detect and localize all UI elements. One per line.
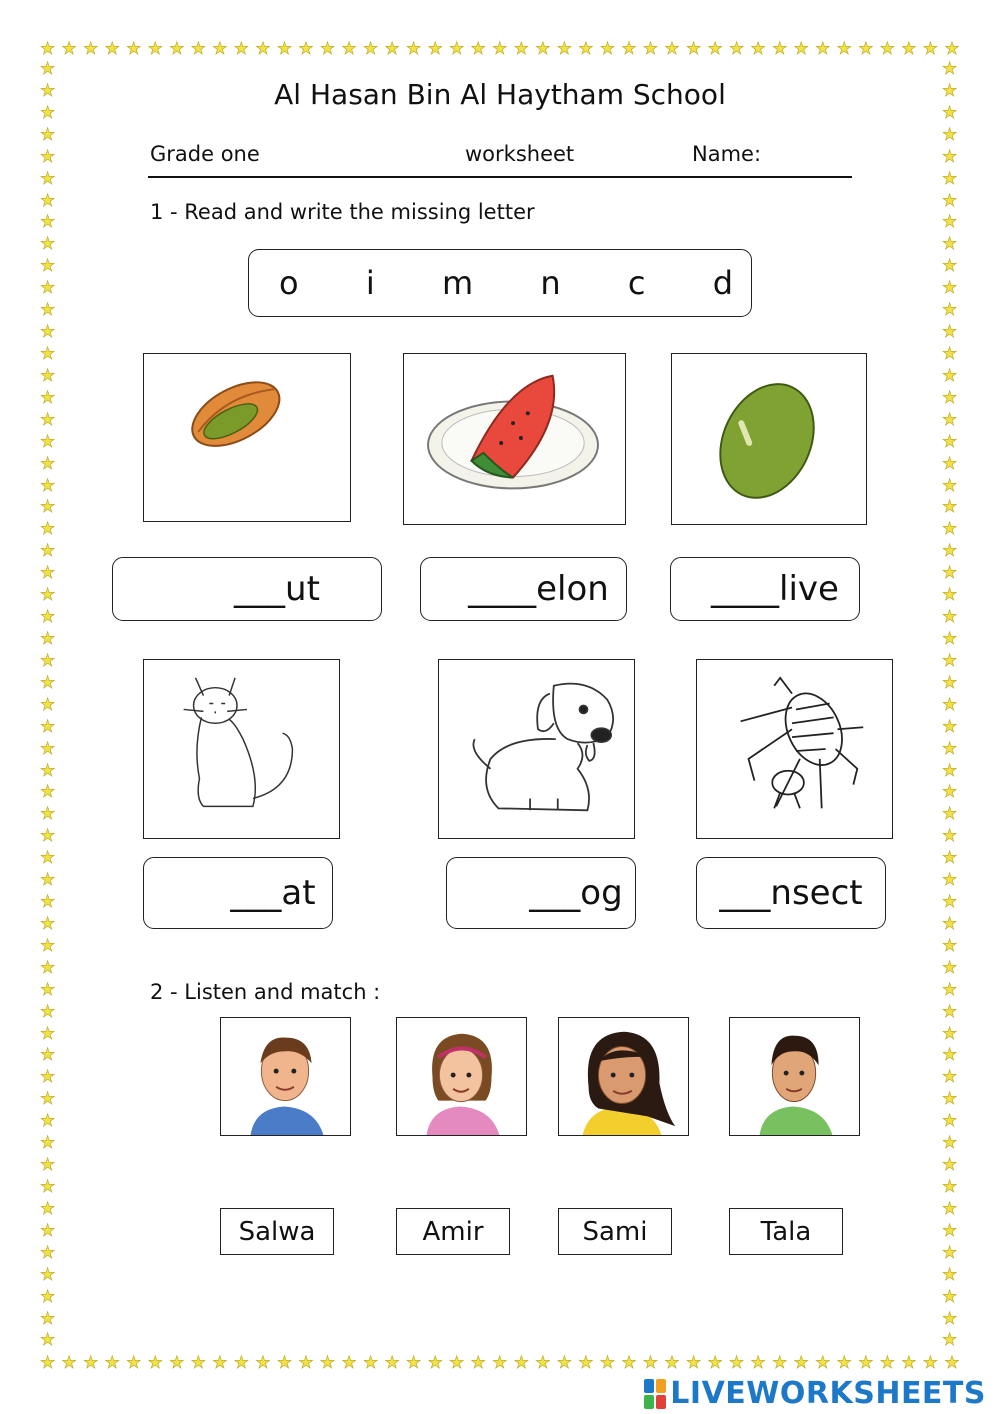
star-icon: ★: [40, 1198, 56, 1219]
star-icon: ★: [190, 1353, 206, 1373]
star-icon: ★: [535, 1353, 551, 1373]
star-icon: ★: [470, 1353, 486, 1373]
star-icon: ★: [40, 234, 56, 255]
star-icon: ★: [276, 39, 293, 59]
star-icon: ★: [40, 892, 56, 913]
star-icon: ★: [470, 39, 486, 59]
star-icon: ★: [599, 39, 616, 59]
star-icon: ★: [298, 1353, 314, 1373]
star-icon: ★: [276, 1353, 293, 1373]
star-icon: ★: [126, 39, 142, 59]
star-icon: ★: [362, 1353, 379, 1373]
name-sami: Sami: [582, 1216, 648, 1247]
picture-nut: [143, 353, 351, 522]
star-icon: ★: [40, 212, 56, 233]
star-icon: ★: [942, 431, 958, 452]
cat-icon: [144, 660, 339, 838]
star-icon: ★: [815, 1353, 831, 1373]
star-icon: ★: [942, 716, 958, 737]
star-icon: ★: [942, 1308, 958, 1329]
star-icon: ★: [729, 1353, 745, 1373]
star-icon: ★: [942, 300, 958, 321]
star-icon: ★: [942, 935, 958, 956]
star-icon: ★: [942, 782, 958, 803]
word-box[interactable]: [670, 557, 860, 621]
star-icon: ★: [40, 1001, 56, 1022]
star-icon: ★: [879, 39, 895, 59]
star-icon: ★: [40, 957, 56, 978]
star-icon: ★: [942, 387, 958, 408]
star-icon: ★: [942, 541, 958, 562]
star-icon: ★: [942, 1330, 958, 1351]
star-icon: ★: [384, 1353, 400, 1373]
star-icon: ★: [836, 1353, 852, 1373]
star-icon: ★: [40, 168, 56, 189]
star-icon: ★: [942, 80, 958, 101]
star-icon: ★: [944, 1353, 960, 1373]
star-icon: ★: [40, 804, 56, 825]
star-icon: ★: [40, 979, 56, 1000]
word-melon: ____elon: [468, 569, 609, 609]
star-icon: ★: [40, 343, 56, 364]
boy-face-icon: [730, 1018, 859, 1135]
star-border-right: [942, 60, 957, 1350]
star-icon: ★: [40, 1023, 56, 1044]
school-title: Al Hasan Bin Al Haytham School: [274, 78, 726, 111]
star-icon: ★: [642, 39, 659, 59]
star-icon: ★: [942, 409, 958, 430]
star-icon: ★: [40, 760, 56, 781]
star-icon: ★: [942, 343, 958, 364]
star-icon: ★: [449, 1353, 465, 1373]
star-icon: ★: [858, 39, 874, 59]
star-icon: ★: [942, 102, 958, 123]
letter-option: m: [441, 264, 474, 302]
star-icon: ★: [427, 1353, 443, 1373]
pistachio-icon: [144, 354, 350, 521]
logo-text: LIVEWORKSHEETS: [670, 1376, 986, 1411]
star-icon: ★: [40, 497, 56, 518]
star-icon: ★: [942, 585, 958, 606]
star-icon: ★: [40, 387, 56, 408]
letter-option: n: [540, 264, 561, 302]
star-icon: ★: [255, 1353, 271, 1373]
word-insect: ___nsect: [719, 873, 863, 913]
star-icon: ★: [40, 1242, 56, 1263]
star-icon: ★: [942, 738, 958, 759]
star-icon: ★: [40, 563, 56, 584]
star-icon: ★: [942, 1067, 958, 1088]
letter-option: c: [627, 264, 646, 302]
letter-option: i: [365, 264, 375, 302]
star-icon: ★: [40, 738, 56, 759]
star-icon: ★: [492, 39, 508, 59]
star-icon: ★: [40, 256, 56, 277]
star-icon: ★: [40, 1330, 56, 1351]
star-icon: ★: [707, 1353, 723, 1373]
star-icon: ★: [384, 39, 400, 59]
star-icon: ★: [341, 1353, 357, 1373]
star-icon: ★: [319, 39, 336, 59]
star-icon: ★: [40, 59, 56, 79]
dog-icon: [439, 660, 634, 838]
picture-cat: [143, 659, 340, 839]
star-icon: ★: [212, 1353, 228, 1373]
star-icon: ★: [942, 848, 958, 869]
face-girl-2[interactable]: [558, 1017, 689, 1136]
star-icon: ★: [406, 39, 422, 59]
star-icon: ★: [40, 102, 56, 123]
star-icon: ★: [729, 39, 745, 59]
insect-icon: [697, 660, 892, 838]
star-icon: ★: [40, 431, 56, 452]
star-icon: ★: [772, 1353, 788, 1373]
name-label: Name:: [692, 142, 762, 166]
star-icon: ★: [298, 39, 314, 59]
watermelon-icon: [404, 354, 625, 524]
star-icon: ★: [40, 300, 56, 321]
word-box[interactable]: [446, 857, 636, 929]
star-icon: ★: [942, 190, 958, 211]
star-icon: ★: [233, 1353, 250, 1373]
star-icon: ★: [942, 234, 958, 255]
star-border-bottom: [40, 1354, 960, 1372]
star-icon: ★: [40, 913, 56, 934]
star-icon: ★: [61, 39, 77, 59]
picture-olive: [671, 353, 867, 525]
boy-face-icon: [221, 1018, 350, 1135]
star-icon: ★: [685, 39, 702, 59]
star-icon: ★: [40, 1220, 56, 1241]
face-boy-1[interactable]: [220, 1017, 351, 1136]
star-icon: ★: [40, 1286, 56, 1307]
star-icon: ★: [942, 1133, 958, 1154]
star-icon: ★: [942, 804, 958, 825]
star-icon: ★: [942, 519, 958, 540]
star-icon: ★: [942, 650, 958, 671]
star-icon: ★: [942, 475, 958, 496]
star-icon: ★: [879, 1353, 895, 1373]
star-icon: ★: [942, 124, 958, 145]
star-icon: ★: [942, 1023, 958, 1044]
picture-watermelon: [403, 353, 626, 525]
name-box[interactable]: [729, 1208, 843, 1255]
star-icon: ★: [942, 563, 958, 584]
star-icon: ★: [40, 694, 56, 715]
star-icon: ★: [942, 1286, 958, 1307]
star-icon: ★: [942, 1089, 958, 1110]
star-icon: ★: [40, 190, 56, 211]
star-icon: ★: [942, 146, 958, 167]
star-icon: ★: [535, 39, 551, 59]
star-icon: ★: [942, 1177, 958, 1198]
name-box[interactable]: [220, 1208, 334, 1255]
header-rule: [148, 176, 852, 178]
star-icon: ★: [942, 1001, 958, 1022]
star-icon: ★: [427, 39, 443, 59]
star-icon: ★: [212, 39, 228, 59]
star-icon: ★: [40, 1264, 56, 1285]
star-icon: ★: [942, 1155, 958, 1176]
star-icon: ★: [233, 39, 250, 59]
star-icon: ★: [942, 979, 958, 1000]
star-icon: ★: [942, 322, 958, 343]
star-icon: ★: [40, 1067, 56, 1088]
star-icon: ★: [83, 39, 99, 59]
word-box[interactable]: [696, 857, 886, 929]
name-box[interactable]: [396, 1208, 510, 1255]
star-icon: ★: [621, 1353, 637, 1373]
star-icon: ★: [556, 1353, 572, 1373]
star-icon: ★: [942, 1242, 958, 1263]
star-icon: ★: [664, 39, 680, 59]
star-icon: ★: [40, 124, 56, 145]
logo-icon: [644, 1379, 666, 1409]
star-icon: ★: [836, 39, 852, 59]
star-icon: ★: [707, 39, 723, 59]
star-icon: ★: [40, 672, 56, 693]
star-icon: ★: [685, 1353, 702, 1373]
star-icon: ★: [40, 39, 56, 59]
star-icon: ★: [942, 453, 958, 474]
star-icon: ★: [944, 39, 960, 59]
star-icon: ★: [942, 278, 958, 299]
star-icon: ★: [449, 39, 465, 59]
star-icon: ★: [40, 1045, 56, 1066]
letter-bank: [248, 249, 752, 317]
star-icon: ★: [40, 1155, 56, 1176]
star-icon: ★: [40, 322, 56, 343]
star-icon: ★: [255, 39, 271, 59]
star-icon: ★: [922, 39, 939, 59]
star-icon: ★: [40, 716, 56, 737]
star-icon: ★: [942, 957, 958, 978]
grade-label: Grade one: [150, 142, 260, 166]
star-icon: ★: [40, 453, 56, 474]
olive-icon: [672, 354, 866, 524]
star-icon: ★: [942, 1045, 958, 1066]
star-icon: ★: [40, 848, 56, 869]
word-nut: ___ut: [234, 569, 320, 609]
star-icon: ★: [40, 1177, 56, 1198]
section1-instruction: 1 - Read and write the missing letter: [150, 200, 535, 224]
word-box[interactable]: [143, 857, 333, 929]
star-icon: ★: [341, 39, 357, 59]
star-icon: ★: [942, 1264, 958, 1285]
name-salwa: Salwa: [238, 1216, 316, 1247]
star-icon: ★: [40, 826, 56, 847]
star-icon: ★: [942, 497, 958, 518]
star-icon: ★: [362, 39, 379, 59]
star-icon: ★: [40, 365, 56, 386]
star-icon: ★: [664, 1353, 680, 1373]
star-icon: ★: [578, 1353, 594, 1373]
girl-face-icon: [559, 1018, 688, 1135]
name-box[interactable]: [558, 1208, 672, 1255]
star-icon: ★: [40, 782, 56, 803]
star-icon: ★: [406, 1353, 422, 1373]
star-icon: ★: [513, 39, 529, 59]
star-icon: ★: [942, 672, 958, 693]
star-icon: ★: [40, 870, 56, 891]
star-icon: ★: [750, 1353, 766, 1373]
star-icon: ★: [40, 541, 56, 562]
star-icon: ★: [642, 1353, 659, 1373]
star-icon: ★: [169, 39, 185, 59]
section2-instruction: 2 - Listen and match :: [150, 980, 381, 1004]
star-icon: ★: [942, 694, 958, 715]
star-icon: ★: [901, 1353, 917, 1373]
star-icon: ★: [492, 1353, 508, 1373]
star-icon: ★: [40, 1133, 56, 1154]
star-icon: ★: [942, 870, 958, 891]
star-border-left: [40, 60, 55, 1350]
star-icon: ★: [942, 607, 958, 628]
star-icon: ★: [40, 475, 56, 496]
word-box[interactable]: [420, 557, 627, 621]
star-icon: ★: [40, 80, 56, 101]
star-border-top: [40, 40, 960, 58]
star-icon: ★: [513, 1353, 529, 1373]
star-icon: ★: [815, 39, 831, 59]
star-icon: ★: [40, 146, 56, 167]
star-icon: ★: [942, 256, 958, 277]
star-icon: ★: [61, 1353, 77, 1373]
star-icon: ★: [40, 650, 56, 671]
star-icon: ★: [147, 1353, 163, 1373]
star-icon: ★: [750, 39, 766, 59]
star-icon: ★: [942, 365, 958, 386]
star-icon: ★: [40, 628, 56, 649]
name-tala: Tala: [760, 1216, 812, 1247]
star-icon: ★: [901, 39, 917, 59]
star-icon: ★: [126, 1353, 142, 1373]
word-cat: ___at: [230, 873, 316, 913]
star-icon: ★: [621, 39, 637, 59]
word-box[interactable]: [112, 557, 382, 621]
star-icon: ★: [942, 59, 958, 79]
star-icon: ★: [942, 826, 958, 847]
letter-option: o: [279, 264, 299, 302]
star-icon: ★: [190, 39, 206, 59]
star-icon: ★: [793, 39, 809, 59]
worksheet-label: worksheet: [465, 142, 575, 166]
star-icon: ★: [599, 1353, 616, 1373]
star-icon: ★: [104, 39, 120, 59]
star-icon: ★: [40, 1111, 56, 1132]
star-icon: ★: [772, 39, 788, 59]
star-icon: ★: [40, 585, 56, 606]
star-icon: ★: [578, 39, 594, 59]
star-icon: ★: [40, 1089, 56, 1110]
star-icon: ★: [942, 628, 958, 649]
liveworksheets-logo[interactable]: [644, 1376, 986, 1411]
star-icon: ★: [40, 278, 56, 299]
star-icon: ★: [40, 409, 56, 430]
star-icon: ★: [793, 1353, 809, 1373]
star-icon: ★: [147, 39, 163, 59]
name-amir: Amir: [422, 1216, 484, 1247]
letter-option: d: [712, 264, 733, 302]
star-icon: ★: [40, 519, 56, 540]
star-icon: ★: [104, 1353, 120, 1373]
face-girl-1[interactable]: [396, 1017, 527, 1136]
star-icon: ★: [40, 1353, 56, 1373]
star-icon: ★: [858, 1353, 874, 1373]
star-icon: ★: [942, 760, 958, 781]
word-olive: ____live: [711, 569, 839, 609]
star-icon: ★: [40, 607, 56, 628]
star-icon: ★: [83, 1353, 99, 1373]
star-icon: ★: [942, 212, 958, 233]
star-icon: ★: [922, 1353, 939, 1373]
star-icon: ★: [942, 1111, 958, 1132]
star-icon: ★: [40, 1308, 56, 1329]
star-icon: ★: [942, 1198, 958, 1219]
star-icon: ★: [556, 39, 572, 59]
star-icon: ★: [40, 935, 56, 956]
star-icon: ★: [169, 1353, 185, 1373]
star-icon: ★: [942, 168, 958, 189]
word-dog: ___og: [529, 873, 623, 913]
star-icon: ★: [942, 892, 958, 913]
star-icon: ★: [942, 1220, 958, 1241]
picture-insect: [696, 659, 893, 839]
girl-face-icon: [397, 1018, 526, 1135]
star-icon: ★: [942, 913, 958, 934]
star-icon: ★: [319, 1353, 336, 1373]
face-boy-2[interactable]: [729, 1017, 860, 1136]
picture-dog: [438, 659, 635, 839]
